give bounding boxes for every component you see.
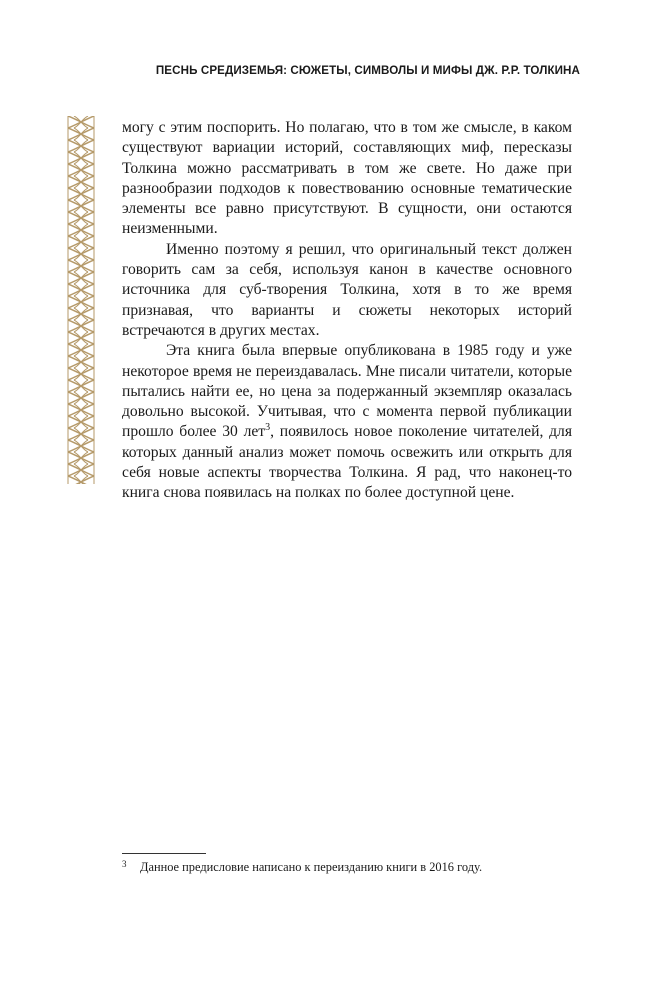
footnote-3: 3 Данное предисловие написано к переизданию книги в 2016 году. [122,859,483,874]
footnote-text: Данное предисловие написано к переизданию книги в 2016 году. [140,860,483,874]
paragraph-3-part-1: Эта книга была впервые опубликована в 1985 году и уже некоторое время не переиздавалась. Мне писали читатели, которые пытались найти ее, но цена за подержанный экземпляр оказалась довольно высокой. Учитывая, что с момента первой публикации прошло более 30 лет [122,342,572,441]
footnote-divider [122,853,206,854]
paragraph-3-part-2: , появилось новое поколение читателей, для которых данный анализ может помочь освежить или открыть для себя новые аспекты творчества Толкина. Я рад, что наконец-то книга снова появилась на полках по более доступной цене. [122,423,572,502]
main-text [122,118,572,504]
paragraph-3 [122,341,572,503]
paragraph-2: Именно поэтому я решил, что оригинальный текст должен говорить сам за себя, используя канон в качестве основного источника для суб-творения Толкина, хотя в то же время признавая, что варианты и сюжеты некоторых историй встречаются в других местах. [122,240,572,339]
celtic-knot-border-icon [66,116,96,484]
running-head: ПЕСНЬ СРЕДИЗЕМЬЯ: СЮЖЕТЫ, СИМВОЛЫ И МИФЫ ДЖ. Р.Р. ТОЛКИНА [155,64,580,77]
footnote-ref[interactable]: 3 [265,422,271,434]
paragraph-1: могу с этим поспорить. Но полагаю, что в том же смысле, в каком существуют вариации историй, составляющих миф, пересказы Толкина можно рассматривать в том же свете. Но даже при разнообразии подходов к повествованию основные тематические элементы все равно присутствуют. В сущности, они остаются неизменными. [122,119,572,238]
